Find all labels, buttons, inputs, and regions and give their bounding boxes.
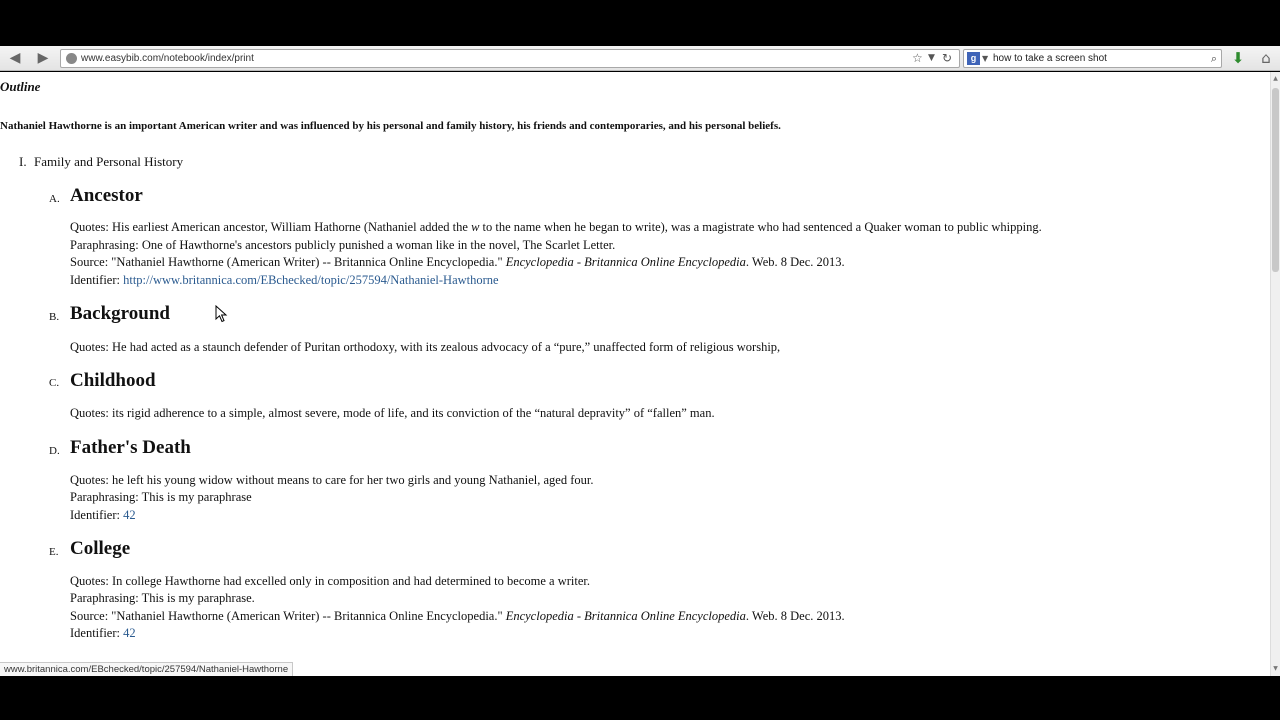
quote-line: Quotes: In college Hawthorne had excelled only in composition and had determined to become a writer.	[70, 574, 590, 588]
top-letterbox	[0, 0, 1280, 46]
source-line: Source: "Nathaniel Hawthorne (American Writer) -- Britannica Online Encyclopedia." Encyclopedia - Britannica Online Encyclopedia. Web. 8 Dec. 2013.	[70, 255, 845, 269]
identifier-link[interactable]: 42	[123, 508, 136, 522]
site-globe-icon	[66, 53, 77, 64]
address-bar[interactable]	[60, 49, 960, 68]
topic-heading-college: College	[70, 538, 131, 559]
scroll-down-icon[interactable]: ▼	[1273, 665, 1278, 672]
identifier-line: Identifier: 42	[70, 626, 136, 640]
status-bar-link-preview: www.britannica.com/EBchecked/topic/257594/Nathaniel-Hawthorne	[0, 662, 293, 676]
paraphrase-line: Paraphrasing: This is my paraphrase	[70, 490, 252, 504]
download-icon[interactable]: ⬇	[1231, 49, 1245, 67]
magnifier-icon[interactable]: ⌕	[1210, 52, 1217, 65]
search-bar[interactable]	[963, 49, 1222, 68]
url-input[interactable]	[81, 51, 901, 66]
back-arrow-icon[interactable]: ◀	[9, 50, 21, 66]
topic-letter: E.	[49, 546, 59, 558]
topic-heading-background: Background	[70, 303, 170, 324]
topic-heading-ancestor: Ancestor	[70, 185, 143, 206]
bottom-letterbox	[0, 676, 1280, 720]
section-numeral: I.	[19, 154, 27, 169]
identifier-link[interactable]: http://www.britannica.com/EBchecked/topic/257594/Nathaniel-Hawthorne	[123, 273, 499, 287]
quote-line: Quotes: He had acted as a staunch defender of Puritan orthodoxy, with its zealous advocacy of a “pure,” unaffected form of religious worship,	[70, 340, 781, 354]
browser-toolbar	[0, 46, 1280, 71]
home-icon[interactable]: ⌂	[1261, 49, 1271, 67]
vertical-scrollbar[interactable]	[1270, 72, 1280, 676]
thesis-statement: Nathaniel Hawthorne is an important American writer and was influenced by his personal and family history, his friends and contemporaries, and his personal beliefs.	[0, 120, 781, 132]
topic-letter: A.	[49, 193, 60, 205]
mouse-cursor-icon	[215, 305, 229, 323]
paraphrase-line: Paraphrasing: This is my paraphrase.	[70, 591, 255, 605]
forward-arrow-icon[interactable]: ▶	[37, 50, 49, 66]
quote-line: Quotes: His earliest American ancestor, William Hathorne (Nathaniel added the w to the name when he began to write), was a magistrate who had sentenced a Quaker woman to public whipping.	[70, 220, 1042, 234]
bookmark-star-icon[interactable]: ☆	[912, 51, 923, 65]
page-viewport	[0, 72, 1270, 676]
topic-heading-childhood: Childhood	[70, 370, 156, 391]
source-line: Source: "Nathaniel Hawthorne (American Writer) -- Britannica Online Encyclopedia." Encyclopedia - Britannica Online Encyclopedia. Web. 8 Dec. 2013.	[70, 609, 845, 623]
scroll-thumb[interactable]	[1272, 88, 1279, 272]
dropdown-icon[interactable]: ▼	[928, 53, 935, 63]
topic-letter: C.	[49, 377, 60, 389]
identifier-line: Identifier: 42	[70, 508, 136, 522]
identifier-line: Identifier: http://www.britannica.com/EBchecked/topic/257594/Nathaniel-Hawthorne	[70, 273, 499, 287]
reload-icon[interactable]: ↻	[942, 51, 953, 65]
topic-letter: B.	[49, 311, 60, 323]
page-title: Outline	[0, 79, 41, 94]
quote-line: Quotes: he left his young widow without means to care for her two girls and young Nathaniel, aged four.	[70, 473, 594, 487]
engine-dropdown-icon[interactable]: ▼	[982, 54, 989, 63]
scroll-up-icon[interactable]: ▲	[1273, 75, 1278, 82]
search-input[interactable]	[993, 51, 1203, 66]
quote-line: Quotes: its rigid adherence to a simple, almost severe, mode of life, and its conviction of the “natural depravity” of “fallen” man.	[70, 406, 715, 420]
google-search-engine-icon[interactable]: g	[967, 52, 980, 65]
identifier-link[interactable]: 42	[123, 626, 136, 640]
section-title: Family and Personal History	[34, 154, 184, 169]
topic-letter: D.	[49, 445, 60, 457]
topic-heading-fathers-death: Father's Death	[70, 437, 191, 458]
paraphrase-line: Paraphrasing: One of Hawthorne's ancestors publicly punished a woman like in the novel, The Scarlet Letter.	[70, 238, 616, 252]
